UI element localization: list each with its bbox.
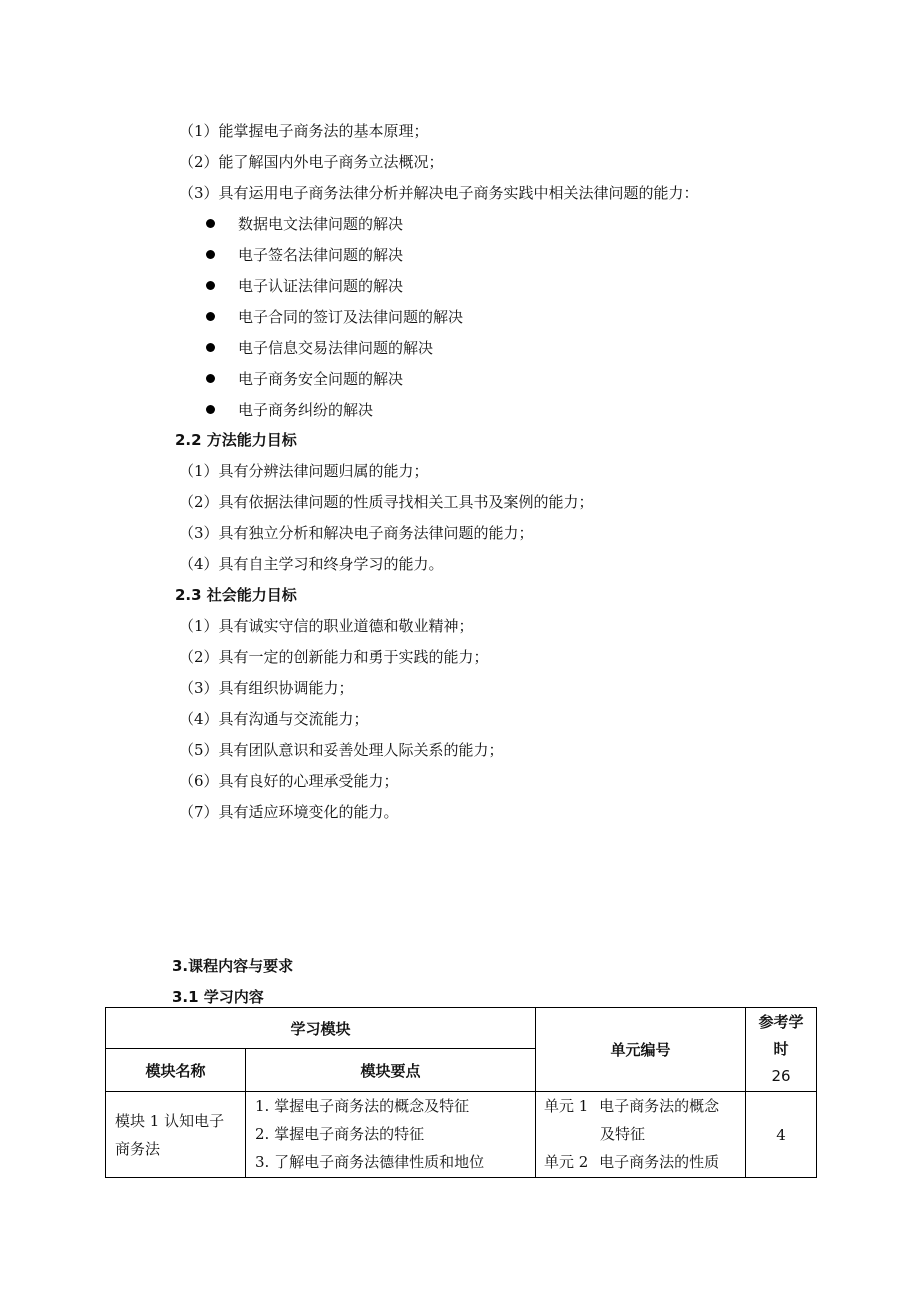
- section-3-heading: 3.课程内容与要求: [172, 957, 294, 975]
- bullet-item: 电子签名法律问题的解决: [238, 246, 404, 264]
- module-point: 1. 掌握电子商务法的概念及特征: [255, 1097, 470, 1115]
- social-item: （4）具有沟通与交流能力；: [179, 710, 369, 728]
- header-unit-number: 单元编号: [536, 1008, 746, 1092]
- header-study-module: 学习模块: [106, 1008, 536, 1049]
- social-item: （3）具有组织协调能力；: [179, 679, 354, 697]
- header-hours-line1: 参考学: [758, 1013, 804, 1031]
- bullet-dot-icon: [206, 219, 215, 228]
- unit-number-cell: [536, 1092, 746, 1178]
- bullet-dot-icon: [206, 343, 215, 352]
- method-item: （3）具有独立分析和解决电子商务法律问题的能力；: [179, 524, 534, 542]
- module-points-cell: [246, 1092, 536, 1178]
- section-2-2-heading: 2.2 方法能力目标: [175, 431, 297, 449]
- header-module-name: 模块名称: [106, 1049, 246, 1092]
- module-point: 3. 了解电子商务法德律性质和地位: [255, 1153, 485, 1171]
- module-name-cell: [106, 1092, 246, 1178]
- social-item: （7）具有适应环境变化的能力。: [179, 803, 399, 821]
- unit-1-title: 电子商务法的概念: [599, 1097, 720, 1115]
- objective-line-3: （3）具有运用电子商务法律分析并解决电子商务实践中相关法律问题的能力：: [179, 184, 699, 202]
- bullet-item: 电子合同的签订及法律问题的解决: [238, 308, 464, 326]
- social-item: （2）具有一定的创新能力和勇于实践的能力；: [179, 648, 489, 666]
- bullet-item: 电子商务纠纷的解决: [238, 401, 374, 419]
- unit-1-continued: 及特征: [600, 1125, 646, 1143]
- course-content-table: [105, 1007, 817, 1178]
- bullet-item: 电子认证法律问题的解决: [238, 277, 404, 295]
- bullet-dot-icon: [206, 281, 215, 290]
- unit-2: [544, 1148, 745, 1176]
- module-name-line2: 商务法: [115, 1139, 161, 1158]
- method-item: （2）具有依据法律问题的性质寻找相关工具书及案例的能力；: [179, 493, 594, 511]
- method-item: （4）具有自主学习和终身学习的能力。: [179, 555, 444, 573]
- bullet-item: 电子商务安全问题的解决: [238, 370, 404, 388]
- unit-2-title: 电子商务法的性质: [599, 1153, 720, 1171]
- section-2-3-heading: 2.3 社会能力目标: [175, 586, 297, 604]
- objective-line-2: （2）能了解国内外电子商务立法概况；: [179, 153, 444, 171]
- section-3-1-heading: 3.1 学习内容: [172, 988, 264, 1006]
- social-item: （5）具有团队意识和妥善处理人际关系的能力；: [179, 741, 504, 759]
- bullet-dot-icon: [206, 405, 215, 414]
- header-reference-hours: [746, 1008, 817, 1092]
- header-hours-line2: 时: [773, 1040, 789, 1058]
- bullet-dot-icon: [206, 312, 215, 321]
- module-name-line1: 模块 1 认知电子: [115, 1111, 225, 1130]
- bullet-item: 电子信息交易法律问题的解决: [238, 339, 434, 357]
- module-point: 2. 掌握电子商务法的特征: [255, 1125, 425, 1143]
- bullet-dot-icon: [206, 250, 215, 259]
- total-hours: 26: [771, 1067, 791, 1085]
- unit-2-label: 单元 2: [544, 1153, 589, 1171]
- social-item: （6）具有良好的心理承受能力；: [179, 772, 399, 790]
- table-row: [106, 1092, 817, 1178]
- objective-line-1: （1）能掌握电子商务法的基本原理；: [179, 122, 429, 140]
- method-item: （1）具有分辨法律问题归属的能力；: [179, 462, 429, 480]
- unit-1: [544, 1092, 745, 1120]
- bullet-item: 数据电文法律问题的解决: [238, 215, 404, 233]
- hours-cell: 4: [746, 1092, 817, 1178]
- unit-1-label: 单元 1: [544, 1097, 589, 1115]
- header-module-points: 模块要点: [246, 1049, 536, 1092]
- bullet-dot-icon: [206, 374, 215, 383]
- social-item: （1）具有诚实守信的职业道德和敬业精神；: [179, 617, 474, 635]
